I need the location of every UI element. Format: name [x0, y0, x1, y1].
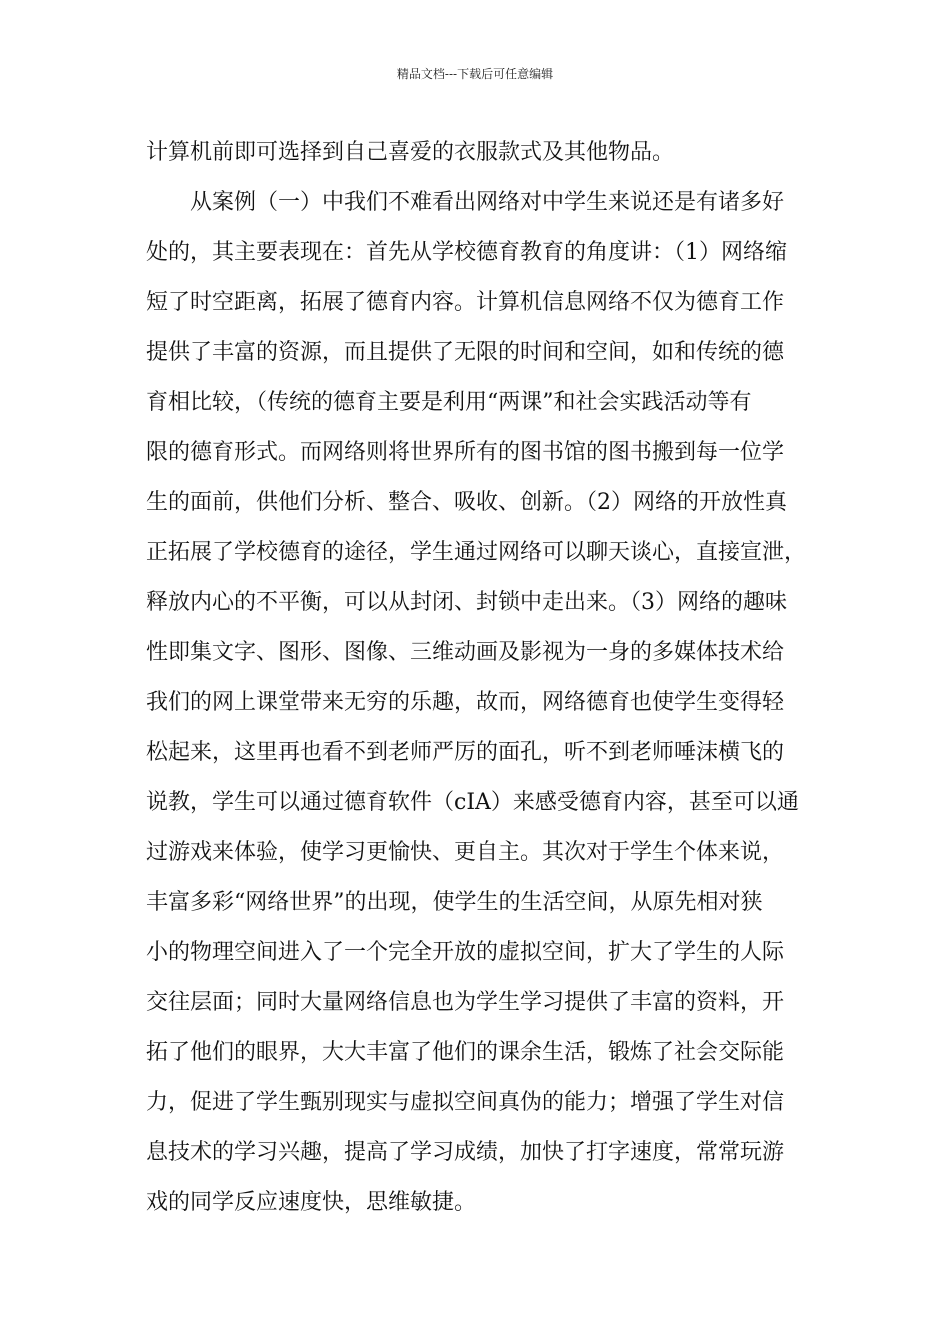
- page-header: 精品文档---下载后可任意编辑: [396, 67, 554, 81]
- text-line: 正拓展了学校德育的途径，学生通过网络可以聊天谈心，直接宣泄，: [146, 540, 807, 565]
- text-line: 过游戏来体验，使学习更愉快、更自主。其次对于学生个体来说，: [146, 840, 785, 865]
- text-line: 拓了他们的眼界，大大丰富了他们的课余生活，锻炼了社会交际能: [146, 1040, 785, 1065]
- text-line: 息技术的学习兴趣，提高了学习成绩，加快了打字速度，常常玩游: [146, 1140, 785, 1165]
- document-body: [146, 128, 826, 1228]
- paragraph-start-line: 从案例（一）中我们不难看出网络对中学生来说还是有诸多好: [190, 190, 785, 215]
- text-line: 性即集文字、图形、图像、三维动画及影视为一身的多媒体技术给: [146, 640, 785, 665]
- text-line: 说教，学生可以通过德育软件（cIA）来感受德育内容，甚至可以通: [146, 790, 799, 815]
- text-line: 育相比较，（传统的德育主要是利用“两课”和社会实践活动等有: [146, 390, 752, 415]
- text-line: 力，促进了学生甄别现实与虚拟空间真伪的能力；增强了学生对信: [146, 1090, 785, 1115]
- text-line: 提供了丰富的资源，而且提供了无限的时间和空间，如和传统的德: [146, 340, 785, 365]
- text-line: 释放内心的不平衡，可以从封闭、封锁中走出来。（3）网络的趣味: [146, 590, 787, 615]
- text-line: 小的物理空间进入了一个完全开放的虚拟空间，扩大了学生的人际: [146, 940, 785, 965]
- text-line: 限的德育形式。而网络则将世界所有的图书馆的图书搬到每一位学: [146, 440, 785, 465]
- text-line: 交往层面；同时大量网络信息也为学生学习提供了丰富的资料，开: [146, 990, 785, 1015]
- text-line: 短了时空距离，拓展了德育内容。计算机信息网络不仅为德育工作: [146, 290, 785, 315]
- text-line: 处的，其主要表现在：首先从学校德育教育的角度讲：（1）网络缩: [146, 240, 787, 265]
- text-line: 松起来，这里再也看不到老师严厉的面孔，听不到老师唾沫横飞的: [146, 740, 785, 765]
- text-line: 戏的同学反应速度快，思维敏捷。: [146, 1190, 477, 1215]
- text-line: 丰富多彩“网络世界”的出现，使学生的生活空间，从原先相对狭: [146, 890, 763, 915]
- text-line: 计算机前即可选择到自己喜爱的衣服款式及其他物品。: [146, 140, 675, 165]
- text-line: 我们的网上课堂带来无穷的乐趣，故而，网络德育也使学生变得轻: [146, 690, 785, 715]
- text-line: 生的面前，供他们分析、整合、吸收、创新。（2）网络的开放性真: [146, 490, 787, 515]
